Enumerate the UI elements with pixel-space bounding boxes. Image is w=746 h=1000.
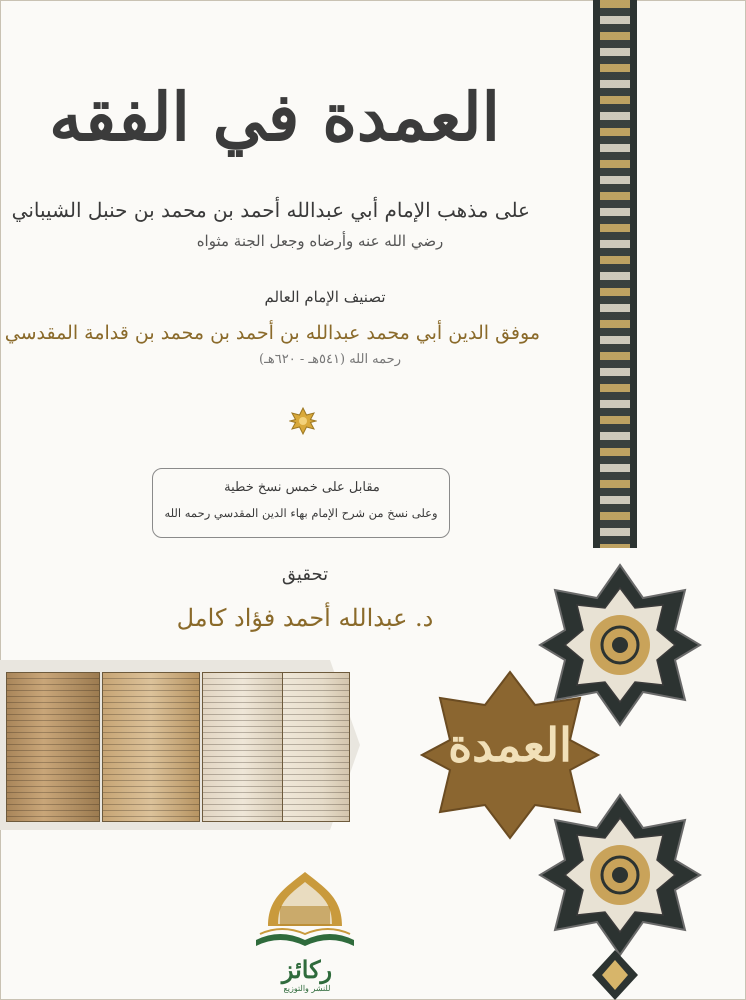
manuscript-page-4 xyxy=(282,672,350,822)
badge-title: العمدة xyxy=(448,718,572,772)
author-name: موفق الدين أبي محمد عبدالله بن أحمد بن محمد بن قدامة المقدسي xyxy=(4,322,540,344)
author-dates: رحمه الله (٥٤١هـ - ٦٢٠هـ) xyxy=(259,352,401,367)
eight-point-star-icon xyxy=(289,407,317,435)
collation-line-1: مقابل على خمس نسخ خطية xyxy=(224,480,380,495)
tasnif-label: تصنيف الإمام العالم xyxy=(264,288,386,306)
publisher-name: ركائز xyxy=(281,955,333,984)
bottom-ornament-icon xyxy=(592,950,638,1000)
manuscript-page-1 xyxy=(6,672,100,822)
collation-box xyxy=(152,468,450,538)
manuscript-page-2 xyxy=(102,672,200,822)
madhhab-line: على مذهب الإمام أبي عبدالله أحمد بن محمد بن حنبل الشيباني xyxy=(11,198,530,222)
collation-line-2: وعلى نسخ من شرح الإمام بهاء الدين المقدسي رحمه الله xyxy=(164,506,438,520)
tahqiq-label: تحقيق xyxy=(281,564,329,585)
muhaqqiq-name: د. عبدالله أحمد فؤاد كامل xyxy=(176,604,434,632)
ornamental-band-pattern xyxy=(600,0,630,548)
book-title: العمدة في الفقه xyxy=(49,78,500,156)
manuscript-page-3 xyxy=(202,672,284,822)
rida-line: رضي الله عنه وأرضاه وجعل الجنة مثواه xyxy=(196,232,444,250)
publisher-tagline: للنشر والتوزيع xyxy=(283,984,331,993)
